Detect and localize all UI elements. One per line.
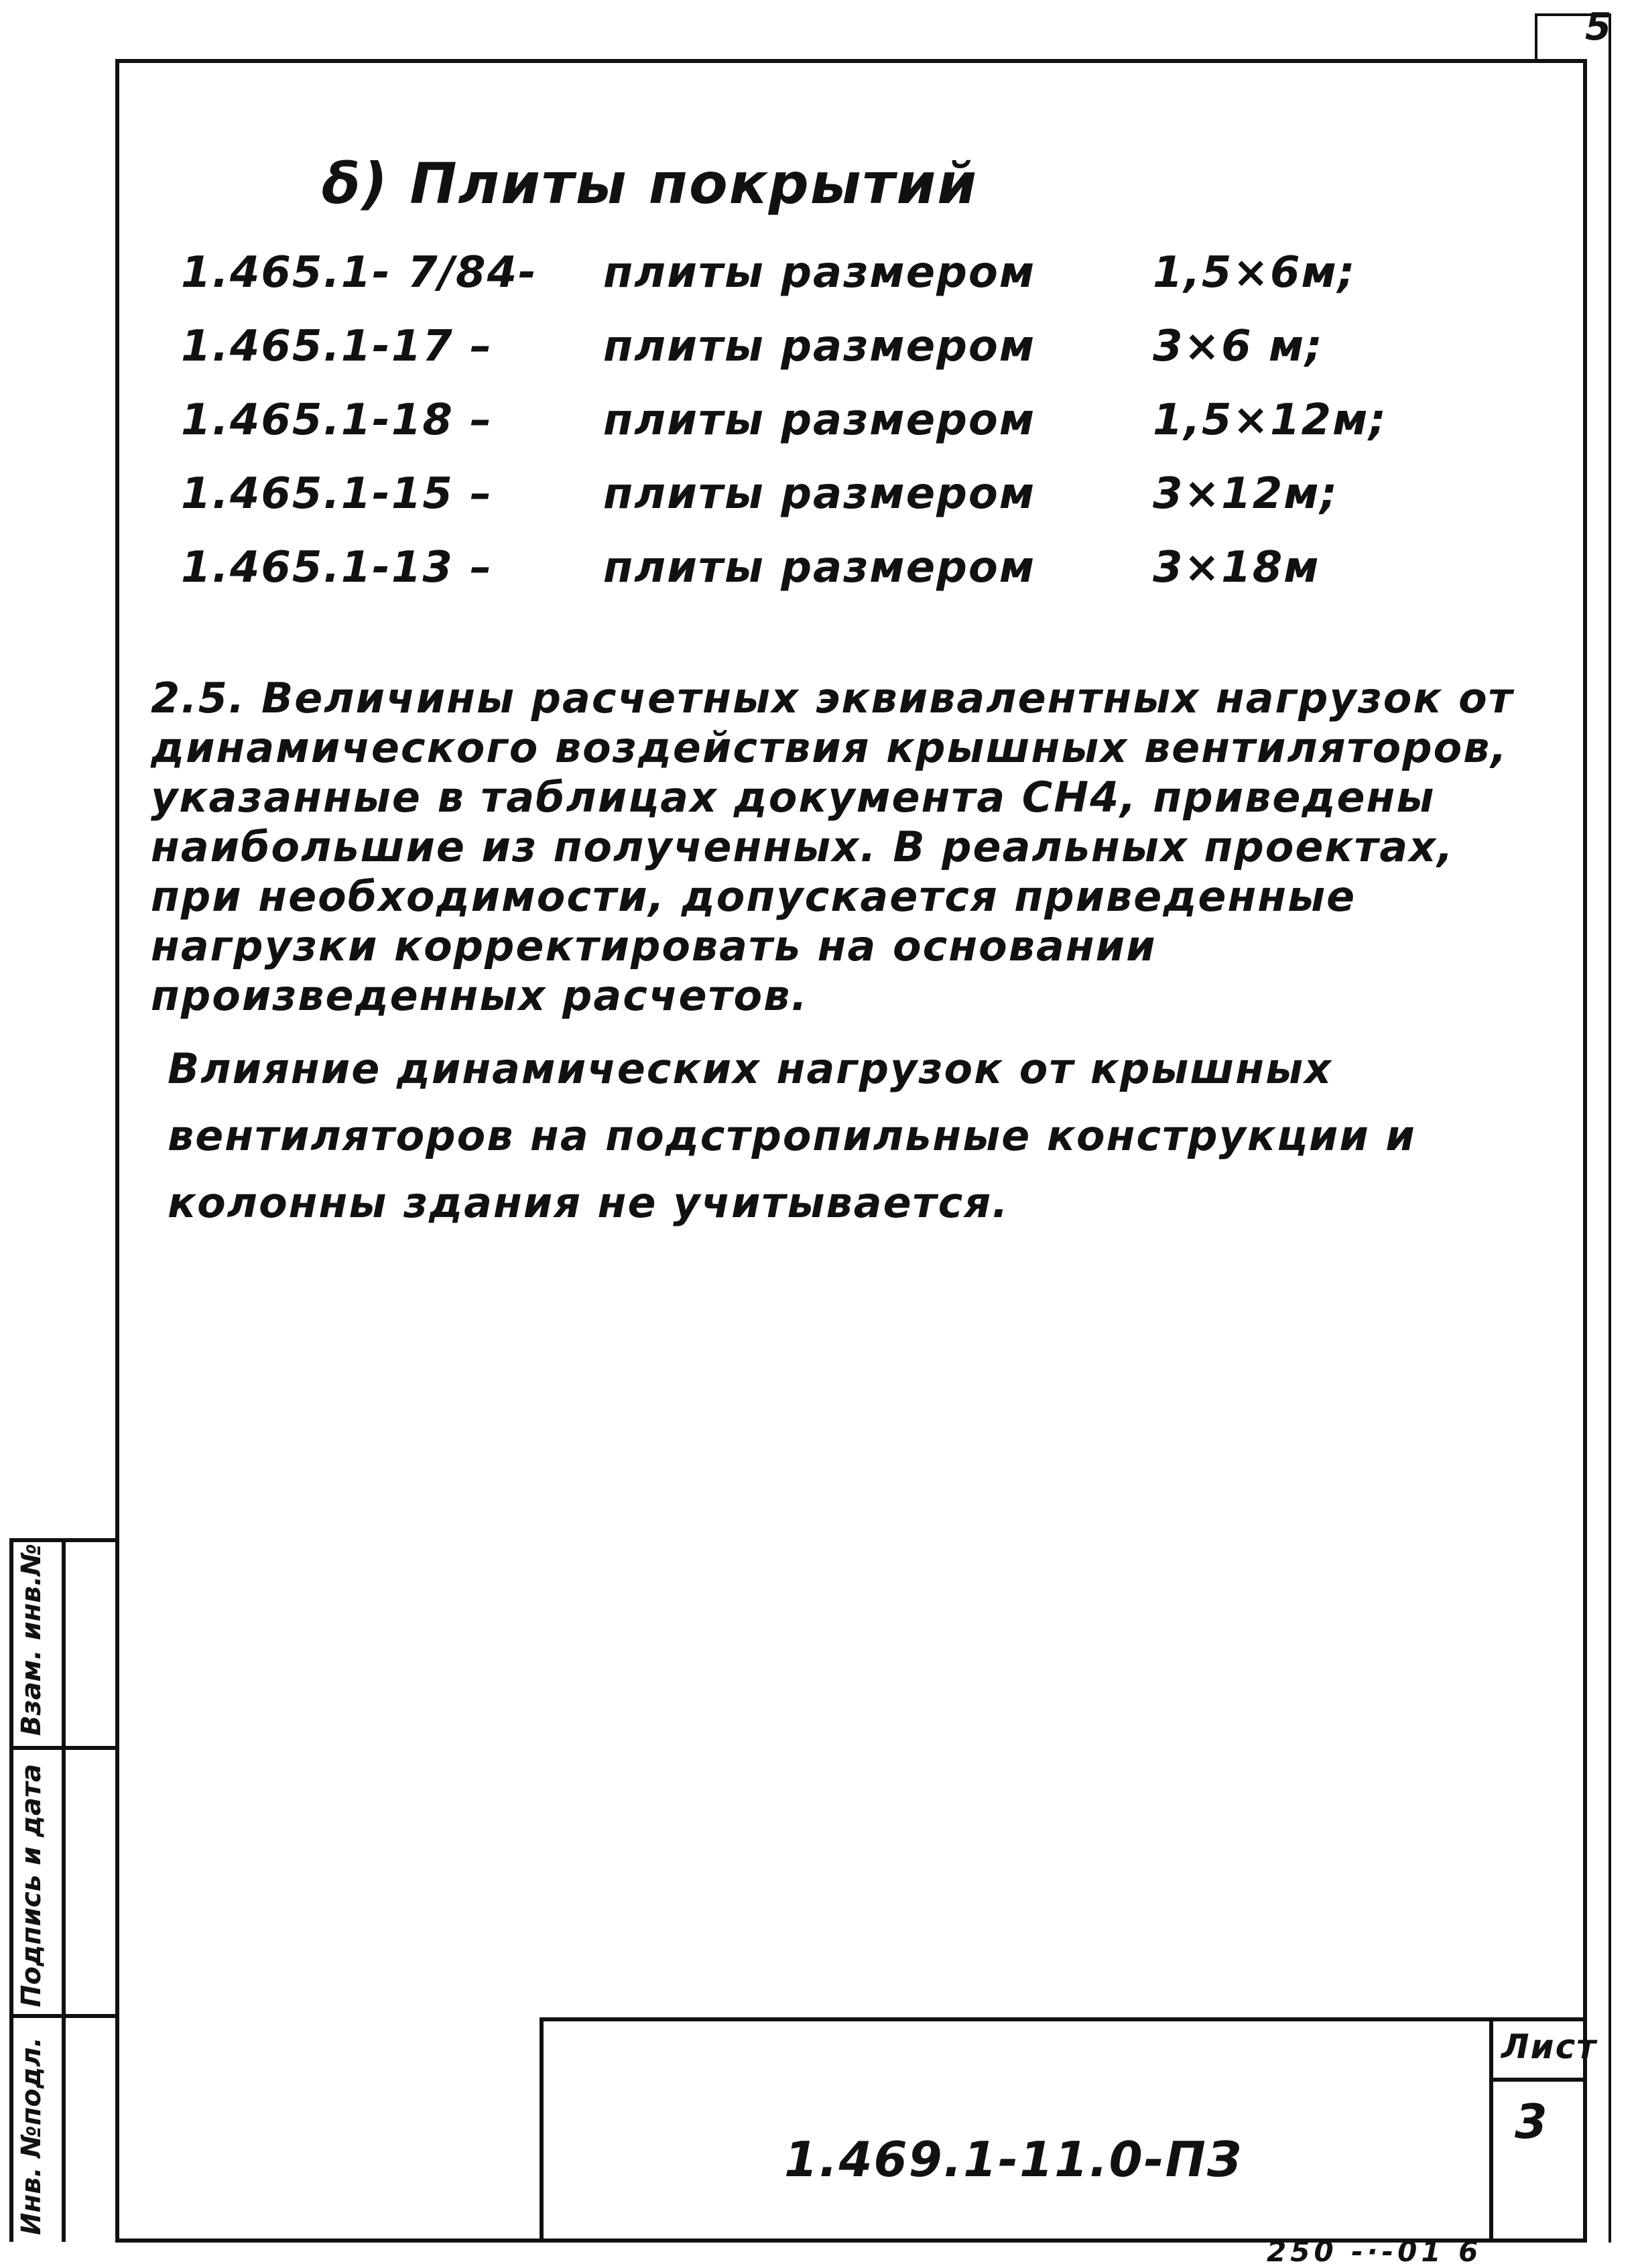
document-code: 1.469.1-11.0-ПЗ xyxy=(784,2131,1243,2188)
plate-desc: плиты размером xyxy=(603,248,1036,298)
plate-code: 1.465.1-17 – xyxy=(181,322,493,371)
stamp-row-line xyxy=(9,1538,117,1542)
plate-size: 3×18м xyxy=(1153,543,1320,592)
archive-number: 250 -·-01 6 xyxy=(1267,2235,1483,2268)
list-item xyxy=(0,248,1640,322)
plate-desc: плиты размером xyxy=(603,469,1036,519)
plate-code: 1.465.1- 7/84- xyxy=(181,248,538,298)
frame-top xyxy=(115,59,1587,63)
stamp-vzam-inv: Взам. инв.№ xyxy=(16,1544,47,1736)
stamp-podpis-data: Подпись и дата xyxy=(16,1763,47,2007)
plate-desc: плиты размером xyxy=(603,543,1036,592)
plate-desc: плиты размером xyxy=(603,322,1036,371)
list-item xyxy=(0,469,1640,543)
paragraph-2-5: 2.5. Величины расчетных эквивалентных нагрузок от динамического воздействия крышных вентиляторов, указанные в таблицах документа СН4, приведены наибольшие из полученных. В реальных проектах, при необходимости, допускается приведенные нагрузки корректировать на основании произведенных расчетов. xyxy=(151,674,1514,1020)
paragraph-influence: Влияние динамических нагрузок от крышных вентиляторов на подстропильные конструкции и колонны здания не учитывается. xyxy=(168,1044,1416,1227)
sheet-cell-divider xyxy=(1489,2078,1586,2082)
plate-size: 1,5×12м; xyxy=(1153,395,1387,445)
stamp-inv-podl: Инв. №подл. xyxy=(16,2037,47,2235)
page-corner-left xyxy=(1535,13,1537,60)
stamp-left-edge xyxy=(9,1538,13,2242)
sheet-label: Лист xyxy=(1501,2027,1598,2066)
list-item xyxy=(0,543,1640,617)
plate-code: 1.465.1-13 – xyxy=(181,543,493,592)
list-item xyxy=(0,322,1640,395)
stamp-row-line xyxy=(9,1746,117,1750)
plate-code: 1.465.1-15 – xyxy=(181,469,493,519)
section-title: δ) Плиты покрытий xyxy=(322,151,979,216)
plate-size: 3×12м; xyxy=(1153,469,1339,519)
title-block-left xyxy=(540,2017,544,2239)
list-item xyxy=(0,395,1640,469)
sheet-number: 3 xyxy=(1515,2094,1549,2149)
plate-size: 3×6 м; xyxy=(1153,322,1324,371)
plate-code: 1.465.1-18 – xyxy=(181,395,493,445)
title-block-sheet-divider xyxy=(1489,2017,1493,2239)
title-block-top xyxy=(540,2017,1585,2021)
stamp-row-line xyxy=(9,2014,117,2018)
stamp-divider xyxy=(62,1538,66,2242)
page-number: 5 xyxy=(1585,5,1613,49)
plate-desc: плиты размером xyxy=(603,395,1036,445)
plate-size: 1,5×6м; xyxy=(1153,248,1357,298)
